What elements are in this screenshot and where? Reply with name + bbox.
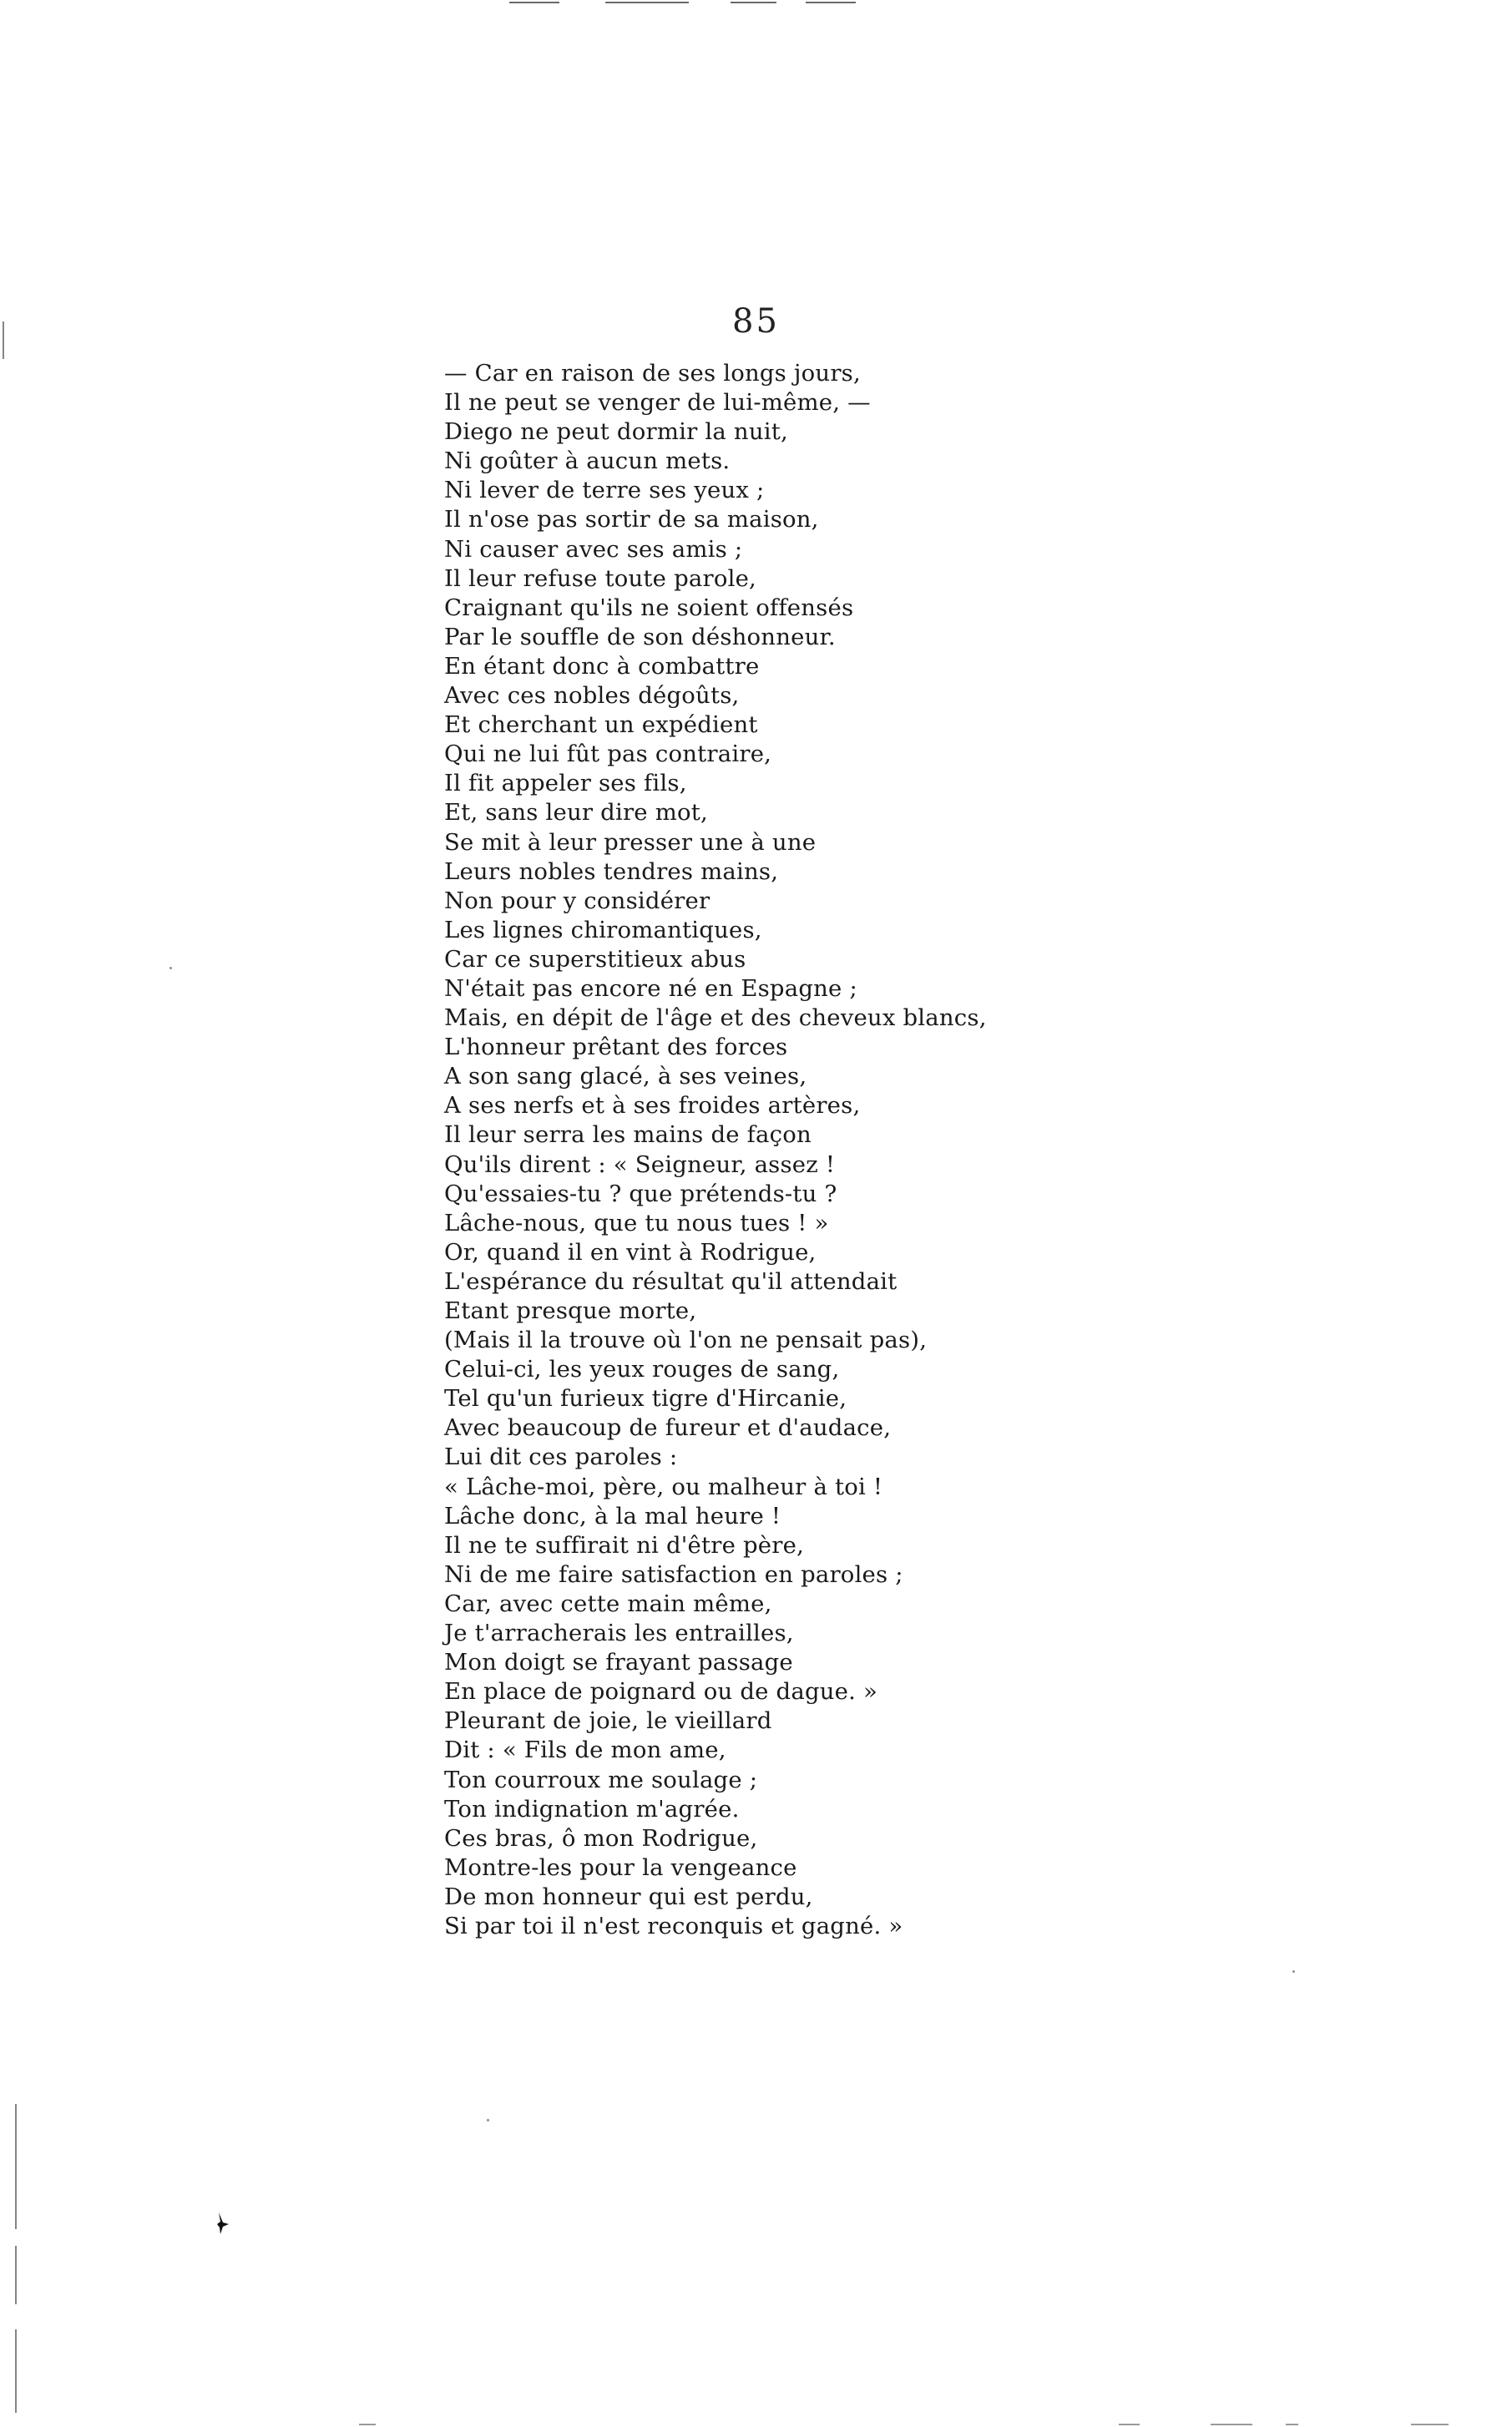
bottom-edge-rules <box>0 2419 1512 2427</box>
verse-line: A son sang glacé, à ses veines, <box>444 1063 807 1090</box>
bottom-rule <box>359 2424 376 2425</box>
verse-line: Il n'ose pas sortir de sa maison, <box>444 506 819 533</box>
verse-line: Avec ces nobles dégoûts, <box>444 682 740 710</box>
verse-line: Si par toi il n'est reconquis et gagné. » <box>444 1912 903 1939</box>
verse-line: Car ce superstitieux abus <box>444 945 746 973</box>
verse-line: Ni de me faire satisfaction en paroles ; <box>444 1560 903 1588</box>
speck <box>1292 1970 1295 1973</box>
verse-line: De mon honneur qui est perdu, <box>444 1883 813 1910</box>
verse-line: Il ne peut se venger de lui-même, — <box>444 389 871 417</box>
verse-line: N'était pas encore né en Espagne ; <box>444 974 857 1002</box>
left-edge-marks <box>0 0 33 2427</box>
verse-line: Et, sans leur dire mot, <box>444 799 708 827</box>
verse-line: Se mit à leur presser une à une <box>444 828 817 856</box>
verse-line: Etant presque morte, <box>444 1297 697 1324</box>
verse-line: En étant donc à combattre <box>444 652 760 680</box>
verse-line: Qui ne lui fût pas contraire, <box>444 741 772 768</box>
verse-line: Mon doigt se frayant passage <box>444 1649 793 1676</box>
bottom-rule <box>1286 2424 1298 2425</box>
speck <box>169 967 172 969</box>
verse-line: Car, avec cette main même, <box>444 1590 772 1617</box>
verse-line: Les lignes chiromantiques, <box>444 916 762 943</box>
ink-blot <box>215 2211 232 2236</box>
verse-line: En place de poignard ou de dague. » <box>444 1678 878 1706</box>
verse-line: Or, quand il en vint à Rodrigue, <box>444 1238 817 1266</box>
verse-line: Ton courroux me soulage ; <box>444 1766 758 1793</box>
top-edge-rules <box>0 0 1512 10</box>
edge-mark <box>15 2329 17 2413</box>
verse-line: Ton indignation m'agrée. <box>444 1795 740 1823</box>
verse-line: Dit : « Fils de mon ame, <box>444 1737 726 1764</box>
verse-line: Il leur serra les mains de façon <box>444 1121 812 1149</box>
verse-line: Celui-ci, les yeux rouges de sang, <box>444 1356 840 1383</box>
top-rule <box>605 2 689 3</box>
verse-line: Je t'arracherais les entrailles, <box>444 1620 794 1647</box>
verse-line: Et cherchant un expédient <box>444 711 758 739</box>
verse-line: Lâche donc, à la mal heure ! <box>444 1502 781 1530</box>
poem-text <box>444 359 1446 1941</box>
verse-line: Il fit appeler ses fils, <box>444 770 687 797</box>
verse-line: « Lâche-moi, père, ou malheur à toi ! <box>444 1473 883 1500</box>
bottom-rule <box>1411 2424 1449 2425</box>
verse-line: Craignant qu'ils ne soient offensés <box>444 594 854 621</box>
verse-line: Avec beaucoup de fureur et d'audace, <box>444 1414 892 1442</box>
top-rule <box>731 2 776 3</box>
verse-line: Tel qu'un furieux tigre d'Hircanie, <box>444 1385 847 1413</box>
verse-line: Ni goûter à aucun mets. <box>444 447 731 475</box>
verse-line: Lui dit ces paroles : <box>444 1444 678 1471</box>
verse-line: Par le souffle de son déshonneur. <box>444 623 836 650</box>
verse-line: A ses nerfs et à ses froides artères, <box>444 1092 861 1120</box>
verse-line: Ni causer avec ses amis ; <box>444 535 743 563</box>
verse-line: Il leur refuse toute parole, <box>444 564 757 592</box>
edge-mark <box>15 2246 17 2304</box>
verse-line: Ni lever de terre ses yeux ; <box>444 477 765 504</box>
bottom-rule <box>1119 2424 1140 2425</box>
edge-mark <box>15 2104 17 2229</box>
top-rule <box>806 2 856 3</box>
verse-line: Diego ne peut dormir la nuit, <box>444 418 788 446</box>
verse-line: Montre-les pour la vengeance <box>444 1853 797 1881</box>
verse-line: Il ne te suffirait ni d'être père, <box>444 1531 805 1559</box>
verse-line: Non pour y considérer <box>444 887 710 914</box>
verse-line: L'honneur prêtant des forces <box>444 1034 788 1061</box>
verse-line: L'espérance du résultat qu'il attendait <box>444 1267 898 1295</box>
verse-line: Mais, en dépit de l'âge et des cheveux blancs, <box>444 1004 987 1032</box>
verse-line: (Mais il la trouve où l'on ne pensait pas), <box>444 1327 928 1354</box>
verse-line: — Car en raison de ses longs jours, <box>444 360 861 387</box>
verse-line: Leurs nobles tendres mains, <box>444 857 779 885</box>
top-rule <box>509 2 559 3</box>
verse-line: Pleurant de joie, le vieillard <box>444 1707 772 1735</box>
verse-line: Qu'ils dirent : « Seigneur, assez ! <box>444 1150 836 1178</box>
speck <box>487 2119 489 2121</box>
verse-line: Qu'essaies-tu ? que prétends-tu ? <box>444 1180 837 1207</box>
verse-line: Lâche-nous, que tu nous tues ! » <box>444 1209 829 1236</box>
verse-line: Ces bras, ô mon Rodrigue, <box>444 1824 758 1852</box>
bottom-rule <box>1211 2424 1252 2425</box>
page-number: 85 <box>732 302 780 341</box>
